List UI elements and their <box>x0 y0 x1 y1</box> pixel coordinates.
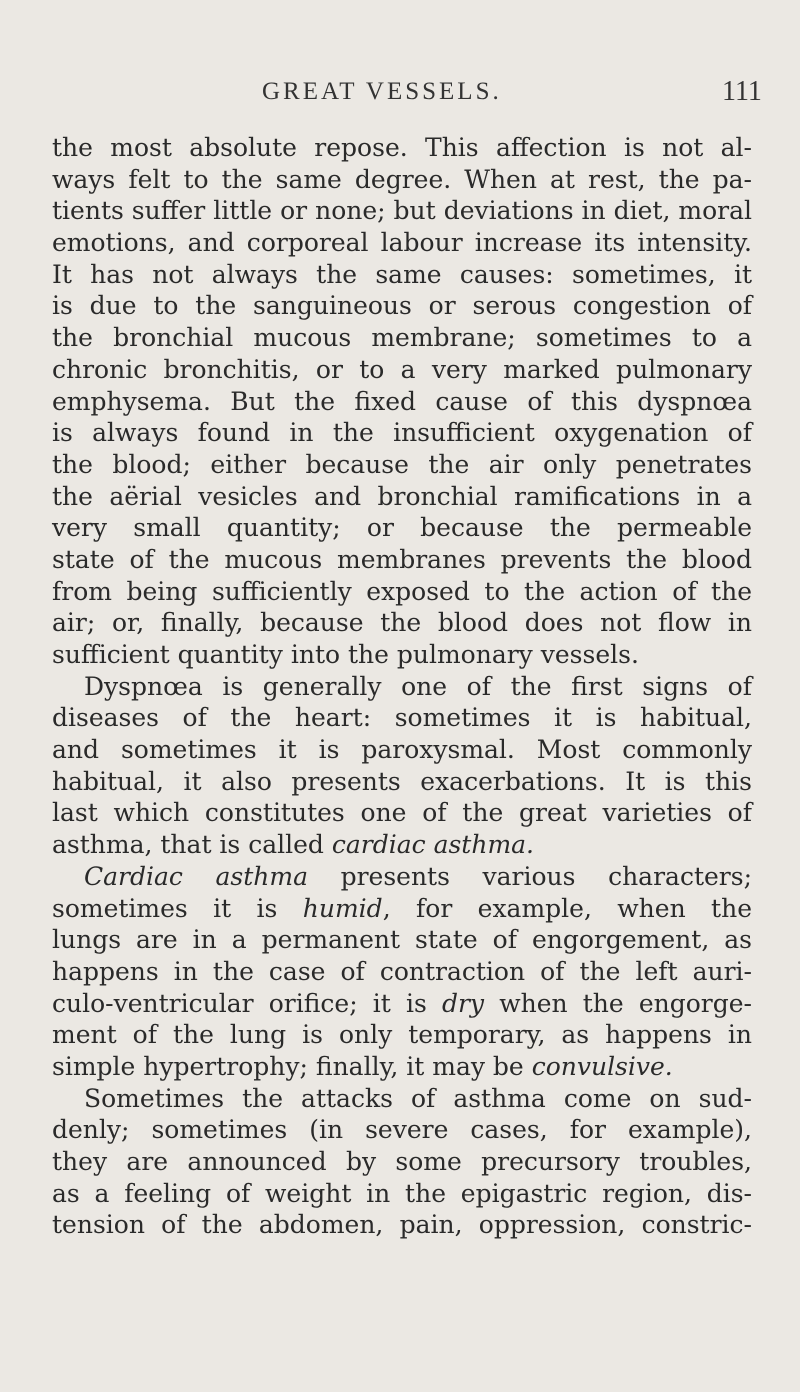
running-head <box>0 76 800 112</box>
text-line: emphysema. But the fixed cause of this dyspnœa <box>52 386 752 416</box>
running-title: GREAT VESSELS. <box>262 78 502 105</box>
text-line: diseases of the heart: sometimes it is habitual, <box>52 703 752 733</box>
text-segment: asthma, that is called <box>52 830 332 860</box>
text-line: Dyspnœa is generally one of the first signs of <box>84 671 752 701</box>
text-line: the aërial vesicles and bronchial ramifications in a <box>52 481 752 511</box>
text-line: is always found in the insufficient oxygenation of <box>52 418 752 448</box>
text-line <box>52 1051 752 1083</box>
text-line: emotions, and corporeal labour increase its intensity. <box>52 228 752 258</box>
italic-term: humid <box>302 893 383 923</box>
text-segment: simple hypertrophy; finally, it may be <box>52 1051 532 1081</box>
text-line <box>52 861 752 893</box>
text-line: they are announced by some precursory troubles, <box>52 1147 752 1176</box>
text-segment: when the engorge- <box>484 988 753 1018</box>
text-line: ment of the lung is only temporary, as happens in <box>52 1020 752 1050</box>
italic-term: cardiac asthma. <box>331 830 535 860</box>
text-line: state of the mucous membranes prevents the blood <box>52 544 752 574</box>
text-line: sufficient quantity into the pulmonary vessels. <box>52 640 639 669</box>
text-line: tients suffer little or none; but deviations in diet, moral <box>52 196 752 226</box>
text-line: lungs are in a permanent state of engorgement, as <box>52 925 752 955</box>
text-line <box>52 988 752 1020</box>
text-line: and sometimes it is paroxysmal. Most commonly <box>52 735 752 765</box>
text-segment: , for example, when the <box>382 893 752 923</box>
text-line: Sometimes the attacks of asthma come on sud- <box>84 1083 752 1113</box>
text-line: habitual, it also presents exacerbations. It is this <box>52 766 752 796</box>
text-line: is due to the sanguineous or serous congestion of <box>52 291 752 321</box>
text-line: the most absolute repose. This affection is not al- <box>52 133 752 162</box>
text-segment: sometimes it is <box>52 893 303 923</box>
italic-term: Cardiac asthma <box>84 861 308 891</box>
text-line: as a feeling of weight in the epigastric region, dis- <box>52 1178 752 1208</box>
text-line: air; or, finally, because the blood does not flow in <box>52 608 752 638</box>
text-line: ways felt to the same degree. When at rest, the pa- <box>52 164 752 194</box>
text-line: denly; sometimes (in severe cases, for example), <box>52 1115 752 1145</box>
text-line <box>52 829 752 861</box>
text-line: very small quantity; or because the permeable <box>52 513 752 543</box>
italic-term: dry <box>441 988 485 1018</box>
text-line: the bronchial mucous membrane; sometimes to a <box>52 323 752 353</box>
text-line: happens in the case of contraction of the left auri- <box>52 956 752 986</box>
text-line: chronic bronchitis, or to a very marked pulmonary <box>52 354 752 384</box>
italic-term: convulsive. <box>531 1051 673 1081</box>
text-line: It has not always the same causes: sometimes, it <box>52 259 752 289</box>
text-line: tension of the abdomen, pain, oppression, constric- <box>52 1210 752 1240</box>
text-line: last which constitutes one of the great varieties of <box>52 798 752 828</box>
text-line: the blood; either because the air only penetrates <box>52 449 752 479</box>
text-line <box>52 893 752 925</box>
text-line: from being sufficiently exposed to the action of the <box>52 576 752 606</box>
text-segment: presents various characters; <box>307 861 752 891</box>
body-text <box>52 132 752 1241</box>
text-segment: culo-ventricular orifice; it is <box>52 988 442 1018</box>
page-number: 111 <box>722 76 762 107</box>
